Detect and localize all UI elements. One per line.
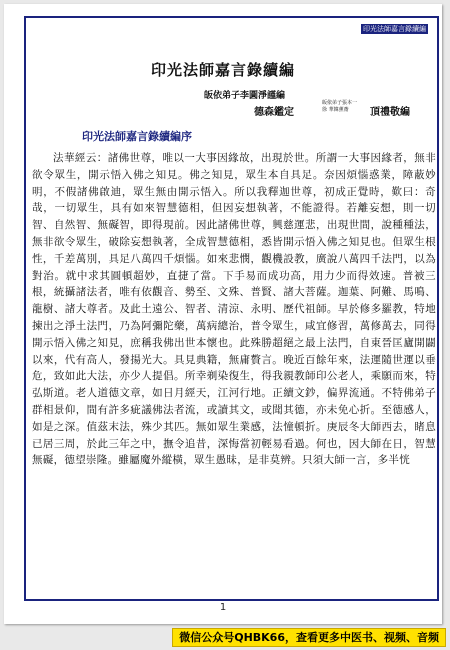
editor-line: 皈依弟子李圓淨謹編 (204, 91, 286, 101)
body-paragraph: 法華經云：諸佛世尊，唯以一大事因緣故，出現於世。所謂一大事因緣者，無非欲令眾生，開示悟入佛之知見。佛之知見，眾生本自具足。奈因煩惱惑業，障蔽妙明，不假諸佛啟迪，眾生無由開示悟入。所以我釋迦世尊，初成正覺時，歎曰：奇哉，一切眾生，具有如來智慧德相，但因妄想執著，不能證得。若離妄想，則一切智、自然智、無礙智，即得現前。因此諸佛世尊，興慈運悲，出現世間，說種種法，無非欲令眾生，破除妄想執著，全成智慧德相，悉皆開示悟入佛之知見也。但眾生根性，千差萬別，具足八萬四千煩惱。如來悲憫，觀機設教，廣說八萬四千法門，以為對治。就中求其圓頓超妙，直捷了當。下手易而成功高，用力少而得效速。普被三根，統攝諸法者，唯有依觀音、勢至、文殊、普賢、諸大菩薩。迦葉、阿難、馬鳴、龍樹、諸大尊者。及此土遠公、智者、清涼、永明、歷代祖師。早於修多羅教，特地揀出之淨土法門，乃為阿彌陀藥，萬病總治，普令眾生，咸宜修習，萬修萬去，同得開示悟入佛之知見，庶稱我佛出世本懷也。此殊勝超絕之最上法門，自東晉匡廬開闢以來，代有高人，發揚光大。具見典籍，無庸贅言。晚近百餘年來，法運隨世運以垂危，致如此大法，亦少人提倡。所幸剃染復生，得我親教師印公老人，乘願而來，特弘斯道。老人道德文章，如日月經天，江河行地。正續文鈔，偏界流通。不特佛弟子群相景仰，間有許多疵議佛法者流，或讀其文，或聞其德，亦未免心折。至德感人，如是之深。值茲末法，殊少其匹。無如眾生業感，法憧頓折。庚辰冬大師西去，睹息已居三周，於此三年之中，撫令追昔，深悔當初輕易看過。何也，因大師在日，智慧無礙，德望崇隆。雖屬魔外縱橫，眾生愚昧，是非莫辨。只須大師一言，多半恍 (32, 152, 436, 467)
wechat-watermark-banner: 微信公众号QHBK66，查看更多中医书、视频、音频 (172, 628, 446, 647)
compilers-line-2: 徐 華韓薰齋 (322, 107, 349, 113)
section-heading: 印光法師嘉言錄續編序 (82, 130, 192, 143)
compilers-credit (322, 100, 357, 114)
page-number: 1 (219, 602, 227, 613)
compilers-credit-suffix: 頂禮敬編 (370, 107, 410, 118)
book-title: 印光法師嘉言錄續編 (150, 61, 295, 79)
running-header-tag: 印光法師嘉言錄續編 (363, 25, 426, 33)
reviewer-credit: 德森鑑定 (254, 107, 294, 118)
document-page (4, 4, 442, 624)
compilers-line-1: 皈依弟子張本一 (322, 100, 358, 106)
